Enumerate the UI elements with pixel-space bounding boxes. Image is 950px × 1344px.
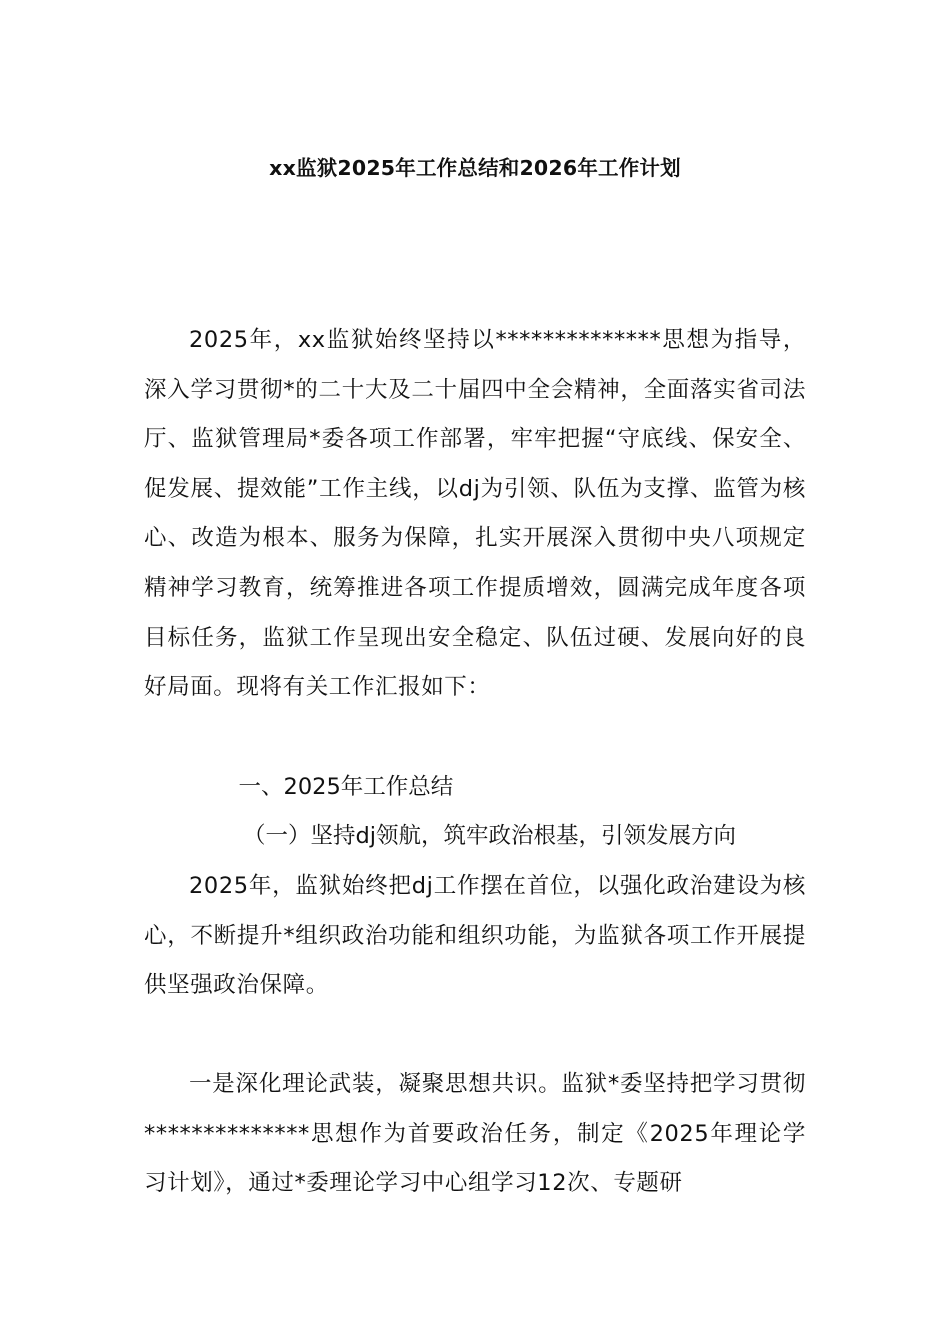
subsection-paragraph: 2025年，监狱始终把dj工作摆在首位，以强化政治建设为核心，不断提升*组织政治功能和组织功能，为监狱各项工作开展提供坚强政治保障。 bbox=[144, 873, 806, 999]
intro-paragraph: 2025年，xx监狱始终坚持以**************思想为指导，深入学习贯彻*的二十大及二十届四中全会精神，全面落实省司法厅、监狱管理局*委各项工作部署，牢牢把握“守底线、保安全、促发展、提效能”工作主线，以dj为引领、队伍为支撑、监管为核心、改造为根本、服务为保障，扎实开展深入贯彻中央八项规定精神学习教育，统筹推进各项工作提质增效，圆满完成年度各项目标任务，监狱工作呈现出安全稳定、队伍过硬、发展向好的良好局面。现将有关工作汇报如下： bbox=[144, 327, 806, 701]
document-title: xx监狱2025年工作总结和2026年工作计划 bbox=[269, 156, 681, 180]
section-heading-work-summary: 一、2025年工作总结 bbox=[238, 774, 454, 800]
point-one-paragraph: 一是深化理论武装，凝聚思想共识。监狱*委坚持把学习贯彻**************思想作为首要政治任务，制定《2025年理论学习计划》，通过*委理论学习中心组学习12次、专题研 bbox=[144, 1071, 806, 1197]
subsection-heading-party-leadership: （一）坚持dj领航，筑牢政治根基，引领发展方向 bbox=[243, 823, 737, 849]
